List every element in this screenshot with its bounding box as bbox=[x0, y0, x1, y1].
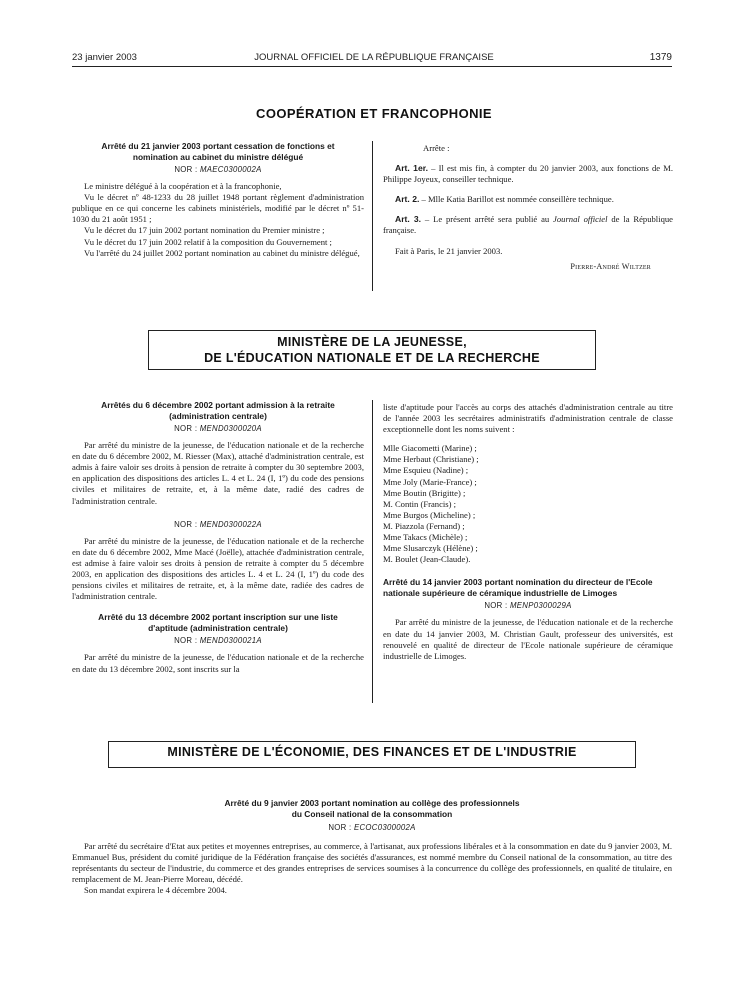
article-1: Art. 1er. – Il est mis fin, à compter du 20 janvier 2003, aux fonctions de M. Philippe Joyeux, conseiller technique. bbox=[383, 163, 673, 185]
arrete-title: Arrêté du 14 janvier 2003 portant nomination du directeur de l'Ecole nationale supérieure de céramique industrielle de Limoges bbox=[383, 577, 653, 598]
nor-reference: NOR : ECOC0300002A bbox=[328, 823, 416, 832]
list-item: M. Piazzola (Fernand) ; bbox=[383, 520, 465, 531]
nor-reference: NOR : MEND0300020A bbox=[174, 424, 262, 433]
paragraph: Vu le décret du 17 juin 2002 portant nomination du Premier ministre ; bbox=[84, 225, 325, 236]
paragraph: Son mandat expirera le 4 décembre 2004. bbox=[84, 885, 227, 896]
column-divider bbox=[372, 400, 373, 703]
paragraph: Par arrêté du ministre de la jeunesse, de l'éducation nationale et de la recherche en date du 14 janvier 2003, M. Christian Gault, professeur des universités, est renouvelé en qualité de directeur de l'Ecole nationale supérieure de céramique industrielle de Limoges. bbox=[383, 617, 673, 661]
column-divider bbox=[372, 141, 373, 291]
nor-reference: NOR : MENP0300029A bbox=[484, 601, 572, 611]
list-item: Mme Herbaut (Christiane) ; bbox=[383, 454, 479, 465]
article-2: Art. 2. – Mlle Katia Barillot est nommée conseillère technique. bbox=[395, 194, 614, 205]
done-at: Fait à Paris, le 21 janvier 2003. bbox=[395, 245, 503, 256]
section3-body bbox=[72, 841, 672, 896]
section-title-cooperation: COOPÉRATION ET FRANCOPHONIE bbox=[256, 106, 492, 121]
arrete-label: Arrête : bbox=[423, 143, 450, 153]
section1-right-column bbox=[383, 143, 673, 272]
arrete-title: Arrêté du 13 décembre 2002 portant inscription sur une liste d'aptitude (administration centrale) bbox=[98, 612, 338, 633]
arrete-title: Arrêtés du 6 décembre 2002 portant admission à la retraite (administration centrale) bbox=[101, 400, 335, 421]
header-page-number: 1379 bbox=[649, 52, 672, 63]
nor-reference: NOR : MEND0300021A bbox=[174, 636, 262, 646]
list-item: Mlle Giacometti (Marine) ; bbox=[383, 443, 477, 454]
arrete-title: Arrêté du 9 janvier 2003 portant nomination au collège des professionnels du Conseil national de la consommation bbox=[224, 798, 520, 819]
list-item: Mme Joly (Marie-France) ; bbox=[383, 476, 477, 487]
paragraph: Le ministre délégué à la coopération et à la francophonie, bbox=[84, 181, 282, 192]
list-item: Mme Boutin (Brigitte) ; bbox=[383, 487, 466, 498]
paragraph: Vu le décret du 17 juin 2002 relatif à la composition du Gouvernement ; bbox=[84, 236, 332, 247]
list-item: M. Contin (Francis) ; bbox=[383, 498, 457, 509]
paragraph: Vu l'arrêté du 24 juillet 2002 portant nomination au cabinet du ministre délégué, bbox=[84, 247, 360, 258]
arrete-title: Arrêté du 21 janvier 2003 portant cessation de fonctions et nomination au cabinet du ministre délégué bbox=[101, 141, 335, 162]
section2-right-column bbox=[383, 402, 673, 662]
paragraph: Par arrêté du ministre de la jeunesse, de l'éducation nationale et de la recherche en date du 6 décembre 2002, Mme Macé (Joëlle), attachée d'administration centrale, est admise à faire valoir ses droits à pension de retraite à compter du 5 décembre 2003, en application des dispositions des articles L. 4 et L. 24 (I, 1º) du code des pensions civiles et militaires de retraite, et, à la même date, radiée des cadres de l'administration centrale. bbox=[72, 535, 364, 602]
nor-reference: NOR : MAEC0300002A bbox=[174, 165, 262, 174]
list-item: Mme Esquieu (Nadine) ; bbox=[383, 465, 469, 476]
paragraph: Vu le décret nº 48-1233 du 28 juillet 1948 portant règlement d'administration publique en ce qui concerne les cabinets ministériels, modifié par le décret nº 51-1030 du 21 août 1951 ; bbox=[72, 192, 364, 225]
signature: Pierre-André Wiltzer bbox=[570, 261, 651, 271]
paragraph: liste d'aptitude pour l'accès au corps des attachés d'administration centrale au titre de l'année 2003 les secrétaires administratifs d'administration centrale de classe exceptionnelle dont les noms suivent : bbox=[383, 402, 673, 435]
section-title-economie: MINISTÈRE DE L'ÉCONOMIE, DES FINANCES ET DE L'INDUSTRIE bbox=[108, 741, 636, 768]
paragraph: Par arrêté du ministre de la jeunesse, de l'éducation nationale et de la recherche en date du 6 décembre 2002, M. Riesser (Max), attaché d'administration centrale, est admis à faire valoir ses droits à pension de retraite à compter du 30 septembre 2003, en application des dispositions des articles L. 4 et L. 24 (I, 1º) du code des pensions civiles et militaires de retraite, et, à la même date, radié des cadres de l'administration centrale. bbox=[72, 440, 364, 506]
list-item: Mme Takacs (Michèle) ; bbox=[383, 532, 468, 543]
header-journal-title: JOURNAL OFFICIEL DE LA RÉPUBLIQUE FRANÇAISE bbox=[254, 52, 494, 63]
list-item: M. Boulet (Jean-Claude). bbox=[383, 554, 471, 565]
names-list bbox=[383, 443, 673, 565]
paragraph: Par arrêté du ministre de la jeunesse, de l'éducation nationale et de la recherche en date du 13 décembre 2002, sont inscrits sur la bbox=[72, 652, 364, 674]
article-3: Art. 3. – Le présent arrêté sera publié au Journal officiel de la République française. bbox=[383, 214, 673, 236]
header-date: 23 janvier 2003 bbox=[72, 52, 137, 63]
nor-reference: NOR : MEND0300022A bbox=[174, 519, 262, 529]
paragraph: Par arrêté du secrétaire d'Etat aux petites et moyennes entreprises, au commerce, à l'artisanat, aux professions libérales et à la consommation en date du 9 janvier 2003, M. Emmanuel Bus, président du comité juridique de la Fédération française des sociétés d'assurances, est nommé membre du Conseil national de la consommation, au titre des représentants du secteur de l'industrie, du commerce et des grandes entreprises de services soumises à la concurrence du collège des professionnels, en qualité de titulaire, en remplacement de M. Jean-Pierre Moreau, décédé. bbox=[72, 841, 672, 885]
header-rule bbox=[72, 66, 672, 67]
section2-left-column bbox=[72, 400, 364, 675]
section-title-education: MINISTÈRE DE LA JEUNESSE, DE L'ÉDUCATION NATIONALE ET DE LA RECHERCHE bbox=[148, 330, 596, 370]
list-item: Mme Slusarczyk (Hélène) ; bbox=[383, 543, 478, 554]
list-item: Mme Burgos (Micheline) ; bbox=[383, 509, 476, 520]
section1-left-column bbox=[72, 141, 364, 259]
